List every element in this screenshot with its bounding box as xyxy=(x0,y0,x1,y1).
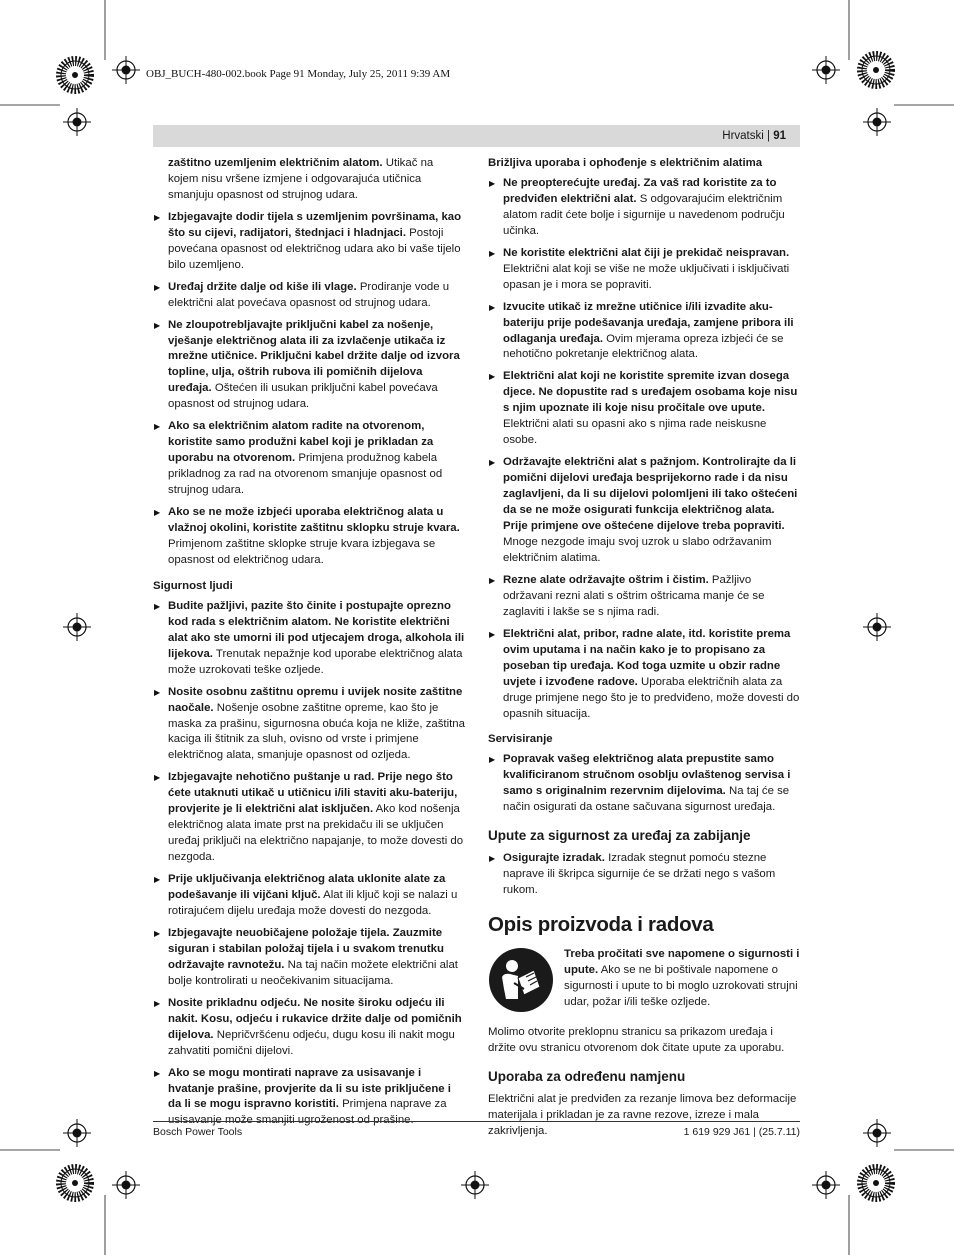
bullet-item xyxy=(153,505,465,569)
bold-text: Nosite prikladnu odjeću. Ne nosite široku odjeću ili nakit. Kosu, odjeću i rukavice držite dalje od pomičnih dijelova. xyxy=(168,996,462,1041)
heading-intended-use: Uporaba za određenu namjenu xyxy=(488,1068,686,1084)
bullet-item xyxy=(153,926,465,990)
registration-mark-icon xyxy=(63,108,91,136)
color-wheel-icon xyxy=(862,1169,890,1197)
page-number: 91 xyxy=(773,130,786,142)
body-text: Pažljivo održavani rezni alati s oštrim oštricama manje će se zaglaviti i lakše se s njima radi. xyxy=(503,573,765,618)
running-header xyxy=(153,125,800,147)
intended-use-text: Električni alat je predviđen za rezanje limova bez deformacije materijala i prikladan je za ravne rezove, izreze i mala zakrivljenja. xyxy=(488,1092,797,1137)
bullet-item xyxy=(488,752,800,816)
bold-text: zaštitno uzemljenim električnim alatom. xyxy=(168,157,383,169)
bullet-item xyxy=(153,210,465,274)
bold-text: Ne zloupotrebljavajte priključni kabel za nošenje, vješanje električnog alata ili za izvlačenje utikača iz mrežne utičnice. Priključni kabel držite dalje od izvora topline, ulja, oštrih rubova ili pomičnih dijelova uređaja. xyxy=(168,318,460,395)
registration-mark-icon xyxy=(461,1171,489,1199)
section-heading-service: Servisiranje xyxy=(488,733,553,746)
header-language: Hrvatski xyxy=(722,130,764,142)
fold-out-note: Molimo otvorite preklopnu stranicu sa prikazom uređaja i držite ovu stranicu otvorenom dok čitate upute za uporabu. xyxy=(488,1026,785,1054)
registration-mark-icon xyxy=(812,1171,840,1199)
bold-text: Izbjegavajte dodir tijela s uzemljenim površinama, kao što su cijevi, radijatori, štednjaci i hladnjaci. xyxy=(168,210,462,239)
bullet-item xyxy=(488,627,800,723)
body-text: Primjenom zaštitne sklopke struje kvara izbjegava se opasnost od električnog udara. xyxy=(168,537,436,566)
registration-mark-icon xyxy=(63,1119,91,1147)
header-separator: | xyxy=(767,130,770,142)
bold-text: Rezne alate održavajte oštrim i čistim. xyxy=(503,573,709,586)
left-column xyxy=(153,156,465,1135)
body-text: Uporaba električnih alata za druge primjene nego što je to predviđeno, može dovesti do opasnih situacija. xyxy=(503,675,800,720)
bold-text: Izbjegavajte nehotično puštanje u rad. Prije nego što ćete utaknuti utikač u utičnicu i/ili staviti aku-bateriju, provjerite je li električni alat isključen. xyxy=(168,771,458,816)
bold-text: Izbjegavajte neuobičajene položaje tijela. Zauzmite siguran i stabilan položaj tijela i u svakom trenutku održavajte ravnotežu. xyxy=(168,926,444,971)
print-info: OBJ_BUCH-480-002.book Page 91 Monday, July 25, 2011 9:39 AM xyxy=(146,68,451,80)
bold-text: Održavajte električni alat s pažnjom. Kontrolirajte da li pomični dijelovi uređaja besprijekorno rade i da nisu zaglavljeni, da li su dijelovi polomljeni ili tako oštećeni da se ne može osigurati funkcija električnog alata. Prije primjene ove oštećene dijelove treba popraviti. xyxy=(503,456,798,533)
body-text: Izradak stegnut pomoću stezne naprave ili škripca sigurnije će se držati nego s vašom rukom. xyxy=(503,852,776,897)
body-text: Nepričvršćenu odjeću, dugu kosu ili nakit mogu zahvatiti pomični dijelovi. xyxy=(168,1028,455,1057)
read-manual-note xyxy=(488,947,800,1013)
bullet-item xyxy=(488,455,800,567)
body-text: Primjena naprave za xyxy=(342,1098,447,1111)
registration-mark-icon xyxy=(112,1171,140,1199)
read-manual-text xyxy=(564,947,800,1011)
bold-text: Ako se mogu montirati naprave za usisavanje i hvatanje prašine, provjerite da li su iste priključene i da li se mogu ispravno koristiti. xyxy=(168,1066,451,1111)
body-text: Ovim mjerama opreza izbjeći će se nehotično pokretanje električnog alata. xyxy=(503,332,784,361)
bullet-item xyxy=(153,280,465,312)
bold-text: Ne koristite električni alat čiji je prekidač neispravan. xyxy=(503,246,790,259)
bullet-item xyxy=(153,685,465,765)
body-text: Električni alati su opasni ako s njima rade neiskusne osobe. xyxy=(503,418,767,447)
bold-text: Uređaj držite dalje od kiše ili vlage. xyxy=(168,280,357,293)
section-heading-careful-use: Brižljiva uporaba i ophođenje s električnim alatima xyxy=(488,157,763,169)
bullet-item xyxy=(488,369,800,449)
bold-text: Ako sa električnim alatom radite na otvorenom, koristite samo produžni kabel koji je prikladan za uporabu na otvorenom. xyxy=(168,420,434,465)
registration-mark-icon xyxy=(63,613,91,641)
section-heading-personal-safety: Sigurnost ljudi xyxy=(153,579,233,592)
color-wheel-icon xyxy=(61,61,89,89)
bold-text: Prije uključivanja električnog alata uklonite alate za podešavanje ili vijčani ključ. xyxy=(168,873,446,902)
body-text: Nošenje osobne zaštitne opreme, kao što je maska za prašinu, sigurnosna obuća koja ne kliže, zaštitna kaciga ili štitnik za sluh, ovisno od vrste i primjene električnog alata, smanjuje opasnost od ozljeda. xyxy=(168,701,465,762)
color-wheel-icon xyxy=(61,1169,89,1197)
body-text: S odgovarajućim električnim alatom radit ćete bolje i sigurnije u navedenom području učinka. xyxy=(503,192,785,237)
bold-text: Nosite osobnu zaštitnu opremu i uvijek nosite zaštitne naočale. xyxy=(168,685,463,714)
bold-text: Treba pročitati sve napomene o sigurnosti i upute. xyxy=(564,948,800,976)
bold-text: Budite pažljivi, pazite što činite i postupajte oprezno kod rada s električnim alatom. Ne koristite električni alat ako ste umorni ili pod utjecajem droga, alkohola ili lijekova. xyxy=(168,599,465,660)
bullet-item xyxy=(488,246,800,294)
body-text: Prodiranje vode u električni alat povećava opasnost od strujnog udara. xyxy=(168,280,450,309)
bullet-item xyxy=(153,599,465,679)
body-text: Alat ili ključ koji se nalazi u rotirajućem dijelu uređaja može dovesti do nezgoda. xyxy=(168,889,458,917)
bold-text: Ako se ne može izbjeći uporaba električnog alata u vlažnoj okolini, koristite zaštitnu sklopku struje kvara. xyxy=(168,506,460,535)
bullet-item xyxy=(488,176,800,240)
registration-mark-icon xyxy=(863,108,891,136)
bullet-item xyxy=(153,419,465,499)
body-text: Oštećen ili usukan priključni kabel povećava opasnost od strujnog udara. xyxy=(168,382,438,411)
body-text: Primjena produžnog kabela prikladnog za rad na otvorenom smanjuje opasnost od strujnog udara. xyxy=(168,452,443,497)
header-text xyxy=(722,130,786,142)
bold-text: Električni alat, pribor, radne alate, itd. koristite prema ovim uputama i na način kako je to propisano za poseban tip uređaja. Kod toga uzmite u obzir radne uvjete i izvođene radove. xyxy=(503,627,791,688)
registration-mark-icon xyxy=(812,56,840,84)
bold-text: Ne preopterećujte uređaj. Za vaš rad koristite za to predviđen električni alat. xyxy=(503,176,777,205)
body-text: Postoji povećana opasnost od električnog udara ako bi vaše tijelo bilo uzemljeno. xyxy=(168,226,461,271)
body-text: Ako se ne bi poštivale napomene o sigurnosti i upute to bi moglo uzrokovati strujni udar, požar i/ili teške ozljede. xyxy=(564,963,798,1008)
body-text: Na taj način možete električni alat bolje kontrolirati u neočekivanim situacijama. xyxy=(168,958,458,987)
bullet-item xyxy=(488,573,800,621)
body-text: Električni alat koji se više ne može uključivati i isključivati opasan je i mora se popraviti. xyxy=(503,262,790,291)
bullet-item xyxy=(153,1066,465,1130)
bold-text: Popravak vašeg električnog alata prepustite samo kvalificiranom stručnom osoblju ovlaštenog servisa i samo s originalnim rezervnim dijelovima. xyxy=(503,753,791,798)
body-text: Mnoge nezgode imaju svoj uzrok u slabo održavanim električnim alatima. xyxy=(503,535,772,564)
heading-tool-safety: Upute za sigurnost za uređaj za zabijanje xyxy=(488,828,751,844)
registration-mark-icon xyxy=(112,56,140,84)
read-manual-icon xyxy=(488,947,554,1013)
bold-text: Osigurajte izradak. xyxy=(503,852,605,865)
footer-brand: Bosch Power Tools xyxy=(153,1126,243,1138)
bullet-item xyxy=(153,318,465,414)
footer-code: 1 619 929 J61 | (25.7.11) xyxy=(683,1126,800,1138)
registration-mark-icon xyxy=(863,1119,891,1147)
registration-mark-icon xyxy=(863,613,891,641)
bullet-item xyxy=(488,300,800,364)
bullet-item xyxy=(488,851,800,899)
paragraph xyxy=(153,156,465,204)
bullet-item xyxy=(153,996,465,1060)
body-text: Trenutak nepažnje kod uporabe električnog alata može uzrokovati teške ozljede. xyxy=(168,647,463,676)
bold-text: Električni alat koji ne koristite spremite izvan dosega djece. Ne dopustite rad s uređajem osobama koje nisu s njim upoznate ili koje nisu pročitale ove upute. xyxy=(503,370,798,415)
bold-text: Izvucite utikač iz mrežne utičnice i/ili izvadite aku-bateriju prije podešavanja uređaja, zamjene pribora ili odlaganja uređaja. xyxy=(503,300,794,345)
color-wheel-icon xyxy=(862,56,890,84)
bullet-item xyxy=(153,770,465,866)
bullet-item xyxy=(153,872,465,920)
body-text: Na taj će se način osigurati da ostane sačuvana sigurnost uređaja. xyxy=(503,785,790,814)
body-text: Ako kod nošenja električnog alata imate prst na prekidaču ili se uključen uređaj priključi na električno napajanje, to može dovesti do nezgoda. xyxy=(168,803,464,864)
right-column xyxy=(488,156,800,1140)
body-text: Utikač na kojem nisu vršene izmjene i odgovarajuća utičnica smanjuju opasnost od strujnog udara. xyxy=(168,157,434,201)
heading-product-description: Opis proizvoda i radova xyxy=(488,913,714,937)
footer-rule xyxy=(153,1121,800,1122)
